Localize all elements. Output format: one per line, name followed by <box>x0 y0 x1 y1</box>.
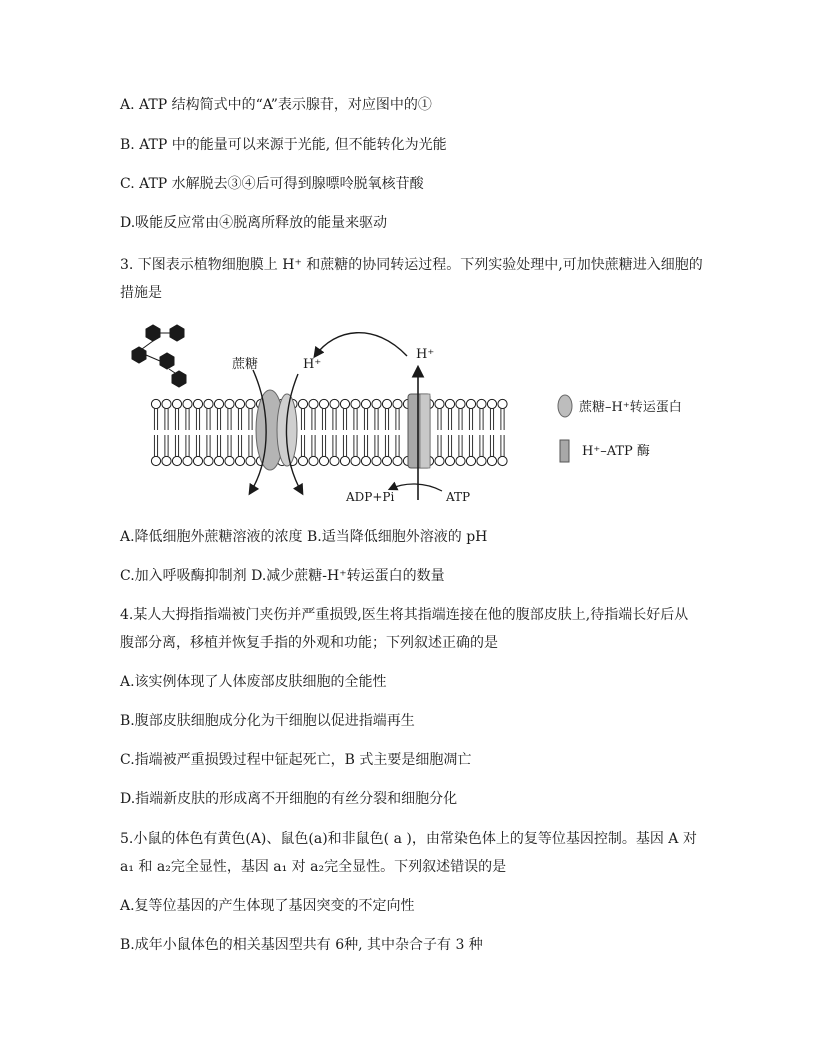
option-3a: A. ATP 结构简式中的“A”表示腺苷，对应图中的① <box>120 97 432 113</box>
question-3-stem-cont: 措施是 <box>120 285 162 301</box>
label-sucrose: 蔗糖 <box>232 357 259 372</box>
option-3b: B. ATP 中的能量可以来源于光能, 但不能转化为光能 <box>120 137 447 153</box>
option-4b: B.腹部皮肤细胞成分化为干细胞以促进指端再生 <box>120 713 415 729</box>
option-3c: C. ATP 水解脱去③④后可得到腺嘌呤脱氧核苷酸 <box>120 176 424 192</box>
label-h-right: H⁺ <box>416 347 435 362</box>
option-5a: A.复等位基因的产生体现了基因突变的不定向性 <box>120 898 415 914</box>
label-atp: ATP <box>446 490 471 504</box>
option-4c: C.指端被严重损毁过程中钲起死亡，B 式主要是细胞凋亡 <box>120 752 472 768</box>
sucrose-molecule-icon <box>132 325 186 387</box>
option-4a: A.该实例体现了人体废部皮肤细胞的全能性 <box>120 674 387 690</box>
legend-transporter-label: 蔗糖–H⁺转运蛋白 <box>579 400 682 415</box>
legend-atpase-label: H⁺–ATP 酶 <box>582 444 650 459</box>
label-h-left: H⁺ <box>303 357 322 372</box>
option-3d: D.吸能反应常由④脱离所释放的能量来驱动 <box>120 215 388 231</box>
h-cycle-arrow <box>315 333 407 356</box>
sucrose-h-transporter-protein <box>256 390 297 470</box>
label-adp: ADP+Pi <box>346 490 395 504</box>
question-5-stem-cont: a₁ 和 a₂完全显性，基因 a₁ 对 a₂完全显性。下列叙述错误的是 <box>120 859 507 875</box>
option-3-ab: A.降低细胞外蔗糖溶液的浓度 B.适当降低细胞外溶液的 pH <box>120 529 488 545</box>
legend-atpase-icon <box>560 440 569 462</box>
legend <box>558 395 682 462</box>
question-4-stem: 4.某人大拇指指端被门夹伤并严重损毁,医生将其指端连接在他的腹部皮肤上,待指端长好后从 <box>120 607 689 623</box>
phospholipid-bilayer <box>151 399 507 465</box>
question-4-stem-cont: 腹部分离，移植并恢复手指的外观和功能；下列叙述正确的是 <box>120 635 498 651</box>
membrane-transport-diagram <box>120 318 720 513</box>
question-3-stem: 3. 下图表示植物细胞膜上 H⁺ 和蔗糖的协同转运过程。下列实验处理中,可加快蔗糖进入细胞的 <box>120 257 703 273</box>
legend-transporter-icon <box>558 395 572 417</box>
option-3-cd: C.加入呼吸酶抑制剂 D.减少蔗糖-H⁺转运蛋白的数量 <box>120 568 445 584</box>
option-5b: B.成年小鼠体色的相关基因型共有 6种, 其中杂合子有 3 种 <box>120 937 483 953</box>
question-5-stem: 5.小鼠的体色有黄色(A)、鼠色(a)和非鼠色( a )，由常染色体上的复等位基因控制。基因 A 对 <box>120 831 697 847</box>
h-atpase-protein <box>408 394 430 468</box>
atp-hydrolysis-arrow <box>390 484 442 491</box>
option-4d: D.指端新皮肤的形成离不开细胞的有丝分裂和细胞分化 <box>120 791 458 807</box>
